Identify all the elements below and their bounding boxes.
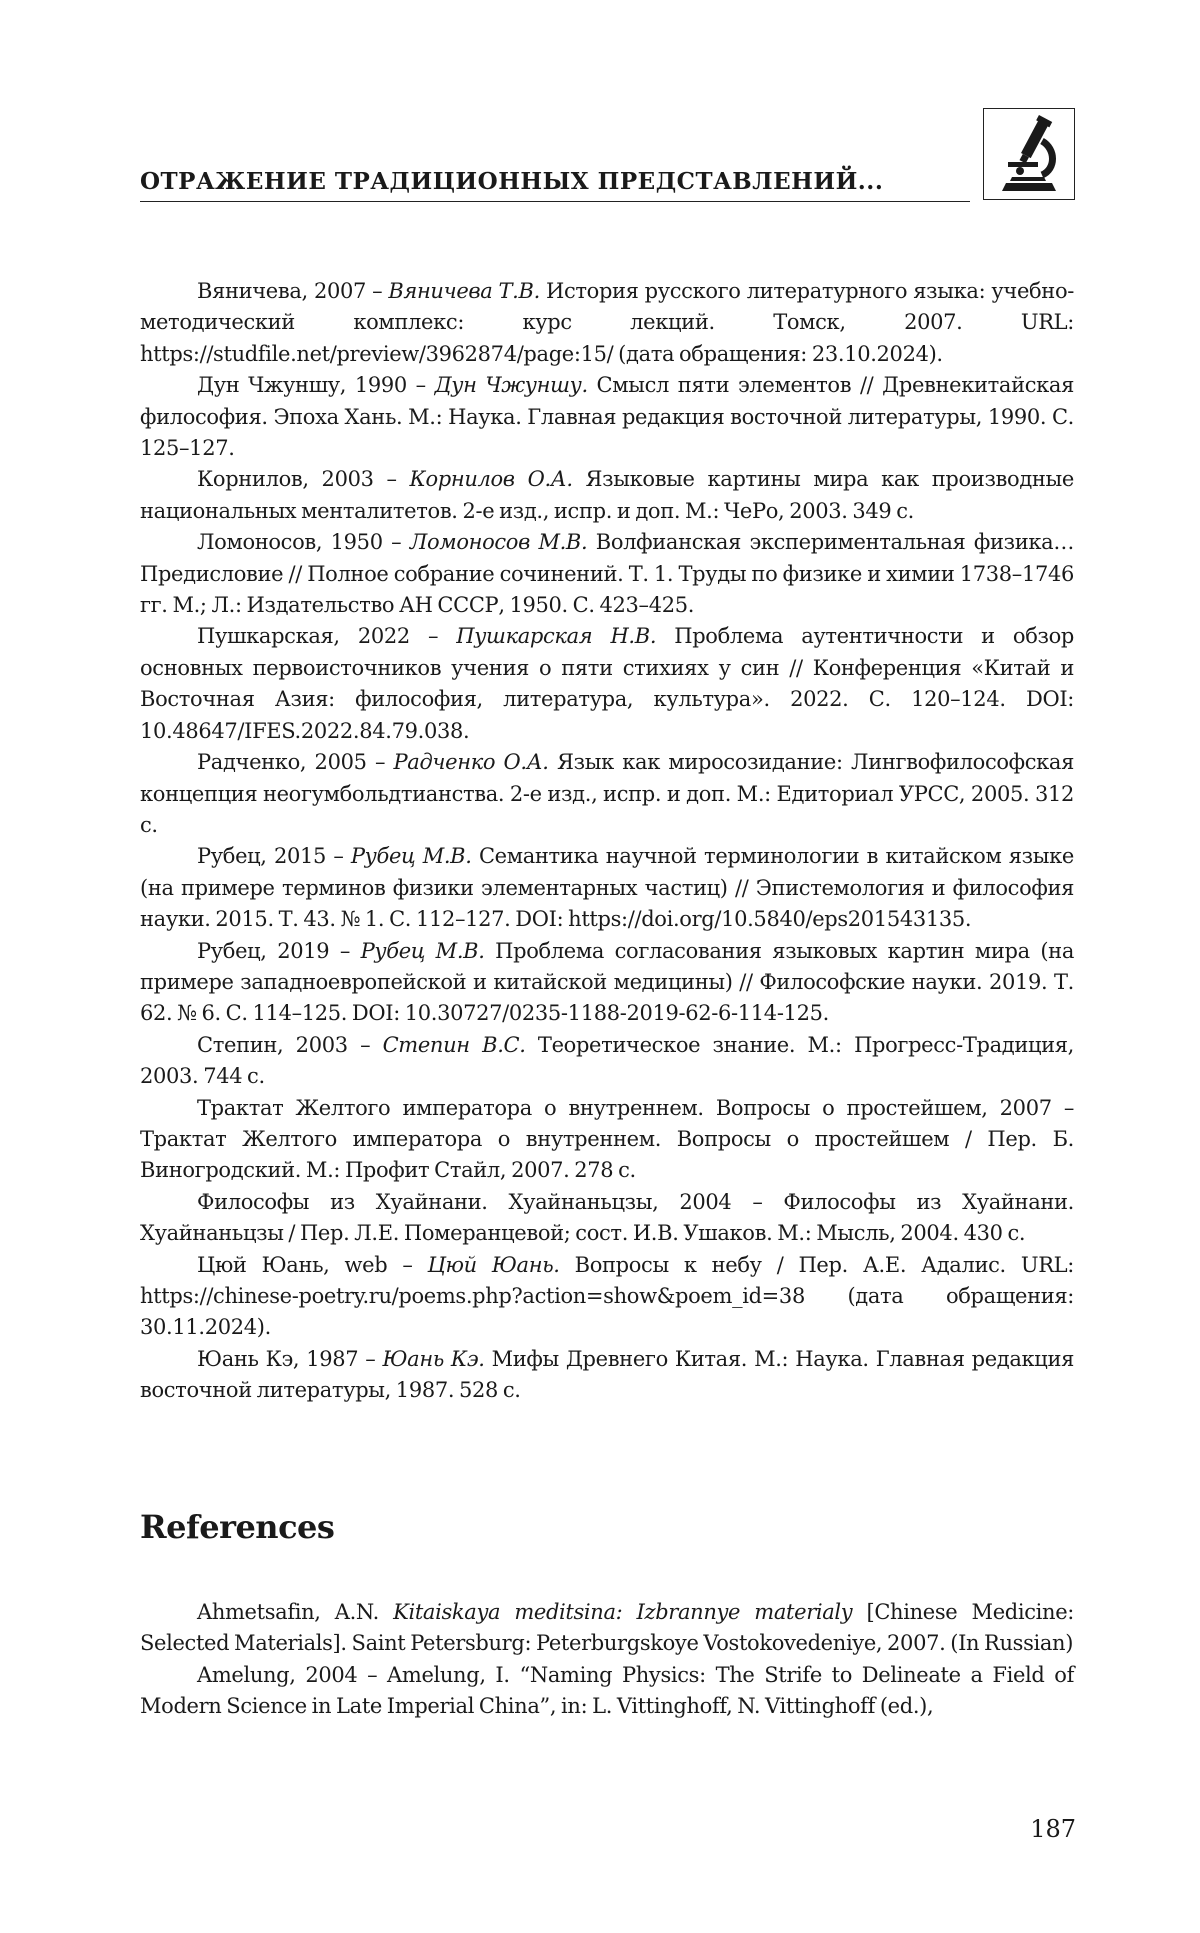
reference-author: Рубец М.В.: [350, 844, 472, 869]
reference-lead: Рубец, 2015 –: [197, 844, 351, 869]
running-header: [140, 108, 1076, 204]
reference-author: Пушкарская Н.В.: [456, 624, 657, 649]
reference-entry: [140, 276, 1074, 370]
reference-lead: Дун Чжуншу, 1990 –: [197, 373, 435, 398]
reference-entry: [140, 1597, 1074, 1660]
reference-author: Цюй Юань.: [427, 1252, 560, 1277]
reference-details: Мифы Древнего Китая. М.: Наука. Главная редакция восточной литературы, 1987. 528 с.: [140, 1346, 1074, 1403]
reference-entry: [140, 1660, 1074, 1723]
reference-entry: [140, 1093, 1074, 1187]
reference-entry: [140, 370, 1074, 464]
reference-details: История русского литературного языка: учебно-методический комплекс: курс лекций. Томск, 2007. URL: https://studfile.net/preview/3962874/page:15/ (дата обращения: 23.10.2024).: [140, 279, 1074, 366]
reference-entry: [140, 1030, 1074, 1093]
reference-entry: [140, 1250, 1074, 1344]
references-heading: References: [140, 1508, 335, 1546]
running-header-title: ОТРАЖЕНИЕ ТРАДИЦИОННЫХ ПРЕДСТАВЛЕНИЙ...: [140, 168, 884, 195]
reference-entry: [140, 527, 1074, 621]
references-list-ru: [140, 276, 1074, 1407]
reference-lead: Ahmetsafin, A.N.: [197, 1600, 394, 1624]
reference-details: Языковые картины мира как производные национальных менталитетов. 2-е изд., испр. и доп. М.: ЧеРо, 2003. 349 с.: [140, 467, 1074, 523]
reference-lead: Корнилов, 2003 –: [197, 467, 410, 492]
header-rule: [140, 201, 970, 202]
reference-lead: Цюй Юань, web –: [197, 1252, 428, 1277]
reference-author: Kitaiskaya meditsina: Izbrannye materialy: [393, 1600, 853, 1624]
reference-entry: [140, 464, 1074, 527]
reference-entry: [140, 1344, 1074, 1407]
reference-details: Волфианская экспериментальная физика… Предисловие // Полное собрание сочинений. Т. 1. Труды по физике и химии 1738–1746 гг. М.; Л.: Издательство АН СССР, 1950. С. 423–425.: [140, 530, 1074, 618]
reference-details: Теоретическое знание. М.: Прогресс-Традиция, 2003. 744 с.: [140, 1032, 1074, 1089]
references-list-en: [140, 1597, 1074, 1723]
reference-details: [Chinese Medicine: Selected Materials]. Saint Petersburg: Peterburgskoye Vostokovedeniye, 2007. (In Russian): [140, 1600, 1074, 1656]
reference-author: Вяничева Т.В.: [388, 279, 540, 303]
reference-author: Дун Чжуншу.: [434, 373, 588, 398]
reference-details: Вопросы к небу / Пер. А.Е. Адалис. URL: https://chinese-poetry.ru/poems.php?action=show&poem_id=38 (дата обращения: 30.11.2024).: [140, 1252, 1075, 1340]
reference-details: Язык как миросозидание: Лингвофилософская концепция неогумбольдтианства. 2-е изд., испр. и доп. М.: Едиториал УРСС, 2005. 312 с.: [140, 750, 1074, 837]
reference-author: Корнилов О.А.: [409, 467, 573, 492]
reference-author: Юань Кэ.: [382, 1346, 485, 1371]
reference-lead: Вяничева, 2007 –: [197, 279, 389, 303]
reference-author: Степин В.С.: [382, 1032, 526, 1057]
page-number: 187: [1030, 1815, 1076, 1843]
reference-lead: Ломоносов, 1950 –: [197, 530, 410, 555]
reference-lead: Степин, 2003 –: [197, 1032, 383, 1057]
reference-lead: Amelung, 2004 – Amelung, I. “Naming Physics: The Strife to Delineate a Field of Modern Science in Late Imperial China”, in: L. Vittinghoff, N. Vittinghoff (ed.),: [140, 1662, 1074, 1719]
reference-lead: Трактат Желтого императора о внутреннем. Вопросы о простейшем, 2007 – Трактат Желтого императора о внутреннем. Вопросы о простейшем / Пер. Б. Виногродский. М.: Профит Стайл, 2007. 278 с.: [140, 1095, 1074, 1183]
reference-lead: Пушкарская, 2022 –: [197, 624, 457, 649]
reference-author: Рубец М.В.: [360, 938, 485, 963]
journal-logo: [983, 108, 1075, 200]
reference-details: Проблема согласования языковых картин мира (на примере западноевропейской и китайской медицины) // Философские науки. 2019. Т. 62. № 6. С. 114–125. DOI: 10.30727/0235-1188-2019-62-6-114-125.: [140, 938, 1074, 1026]
reference-details: Семантика научной терминологии в китайском языке (на примере терминов физики элементарных частиц) // Эпистемология и философия науки. 2015. Т. 43. № 1. С. 112–127. DOI: https://doi.org/10.5840/eps201543135.: [140, 844, 1075, 932]
reference-entry: [140, 1187, 1074, 1250]
reference-entry: [140, 936, 1074, 1030]
reference-entry: [140, 747, 1074, 841]
reference-lead: Рубец, 2019 –: [197, 938, 361, 963]
reference-details: Проблема аутентичности и обзор основных первоисточников учения о пяти стихиях у син // Конференция «Китай и Восточная Азия: философия, литература, культура». 2022. С. 120–124. DOI: 10.48647/IFES.2022.84.79.038.: [140, 624, 1074, 743]
reference-author: Ломоносов М.В.: [409, 530, 588, 555]
reference-entry: [140, 841, 1074, 935]
microscope-icon: [998, 115, 1060, 193]
reference-entry: [140, 621, 1074, 747]
reference-lead: Радченко, 2005 –: [197, 750, 394, 775]
reference-lead: Философы из Хуайнани. Хуайнаньцзы, 2004 – Философы из Хуайнани. Хуайнаньцзы / Пер. Л.Е. Померанцевой; сост. И.В. Ушаков. М.: Мысль, 2004. 430 с.: [140, 1189, 1074, 1246]
reference-lead: Юань Кэ, 1987 –: [197, 1346, 383, 1371]
reference-details: Смысл пяти элементов // Древнекитайская философия. Эпоха Хань. М.: Наука. Главная редакция восточной литературы, 1990. С. 125–127.: [140, 373, 1074, 461]
reference-author: Радченко О.А.: [393, 750, 549, 775]
